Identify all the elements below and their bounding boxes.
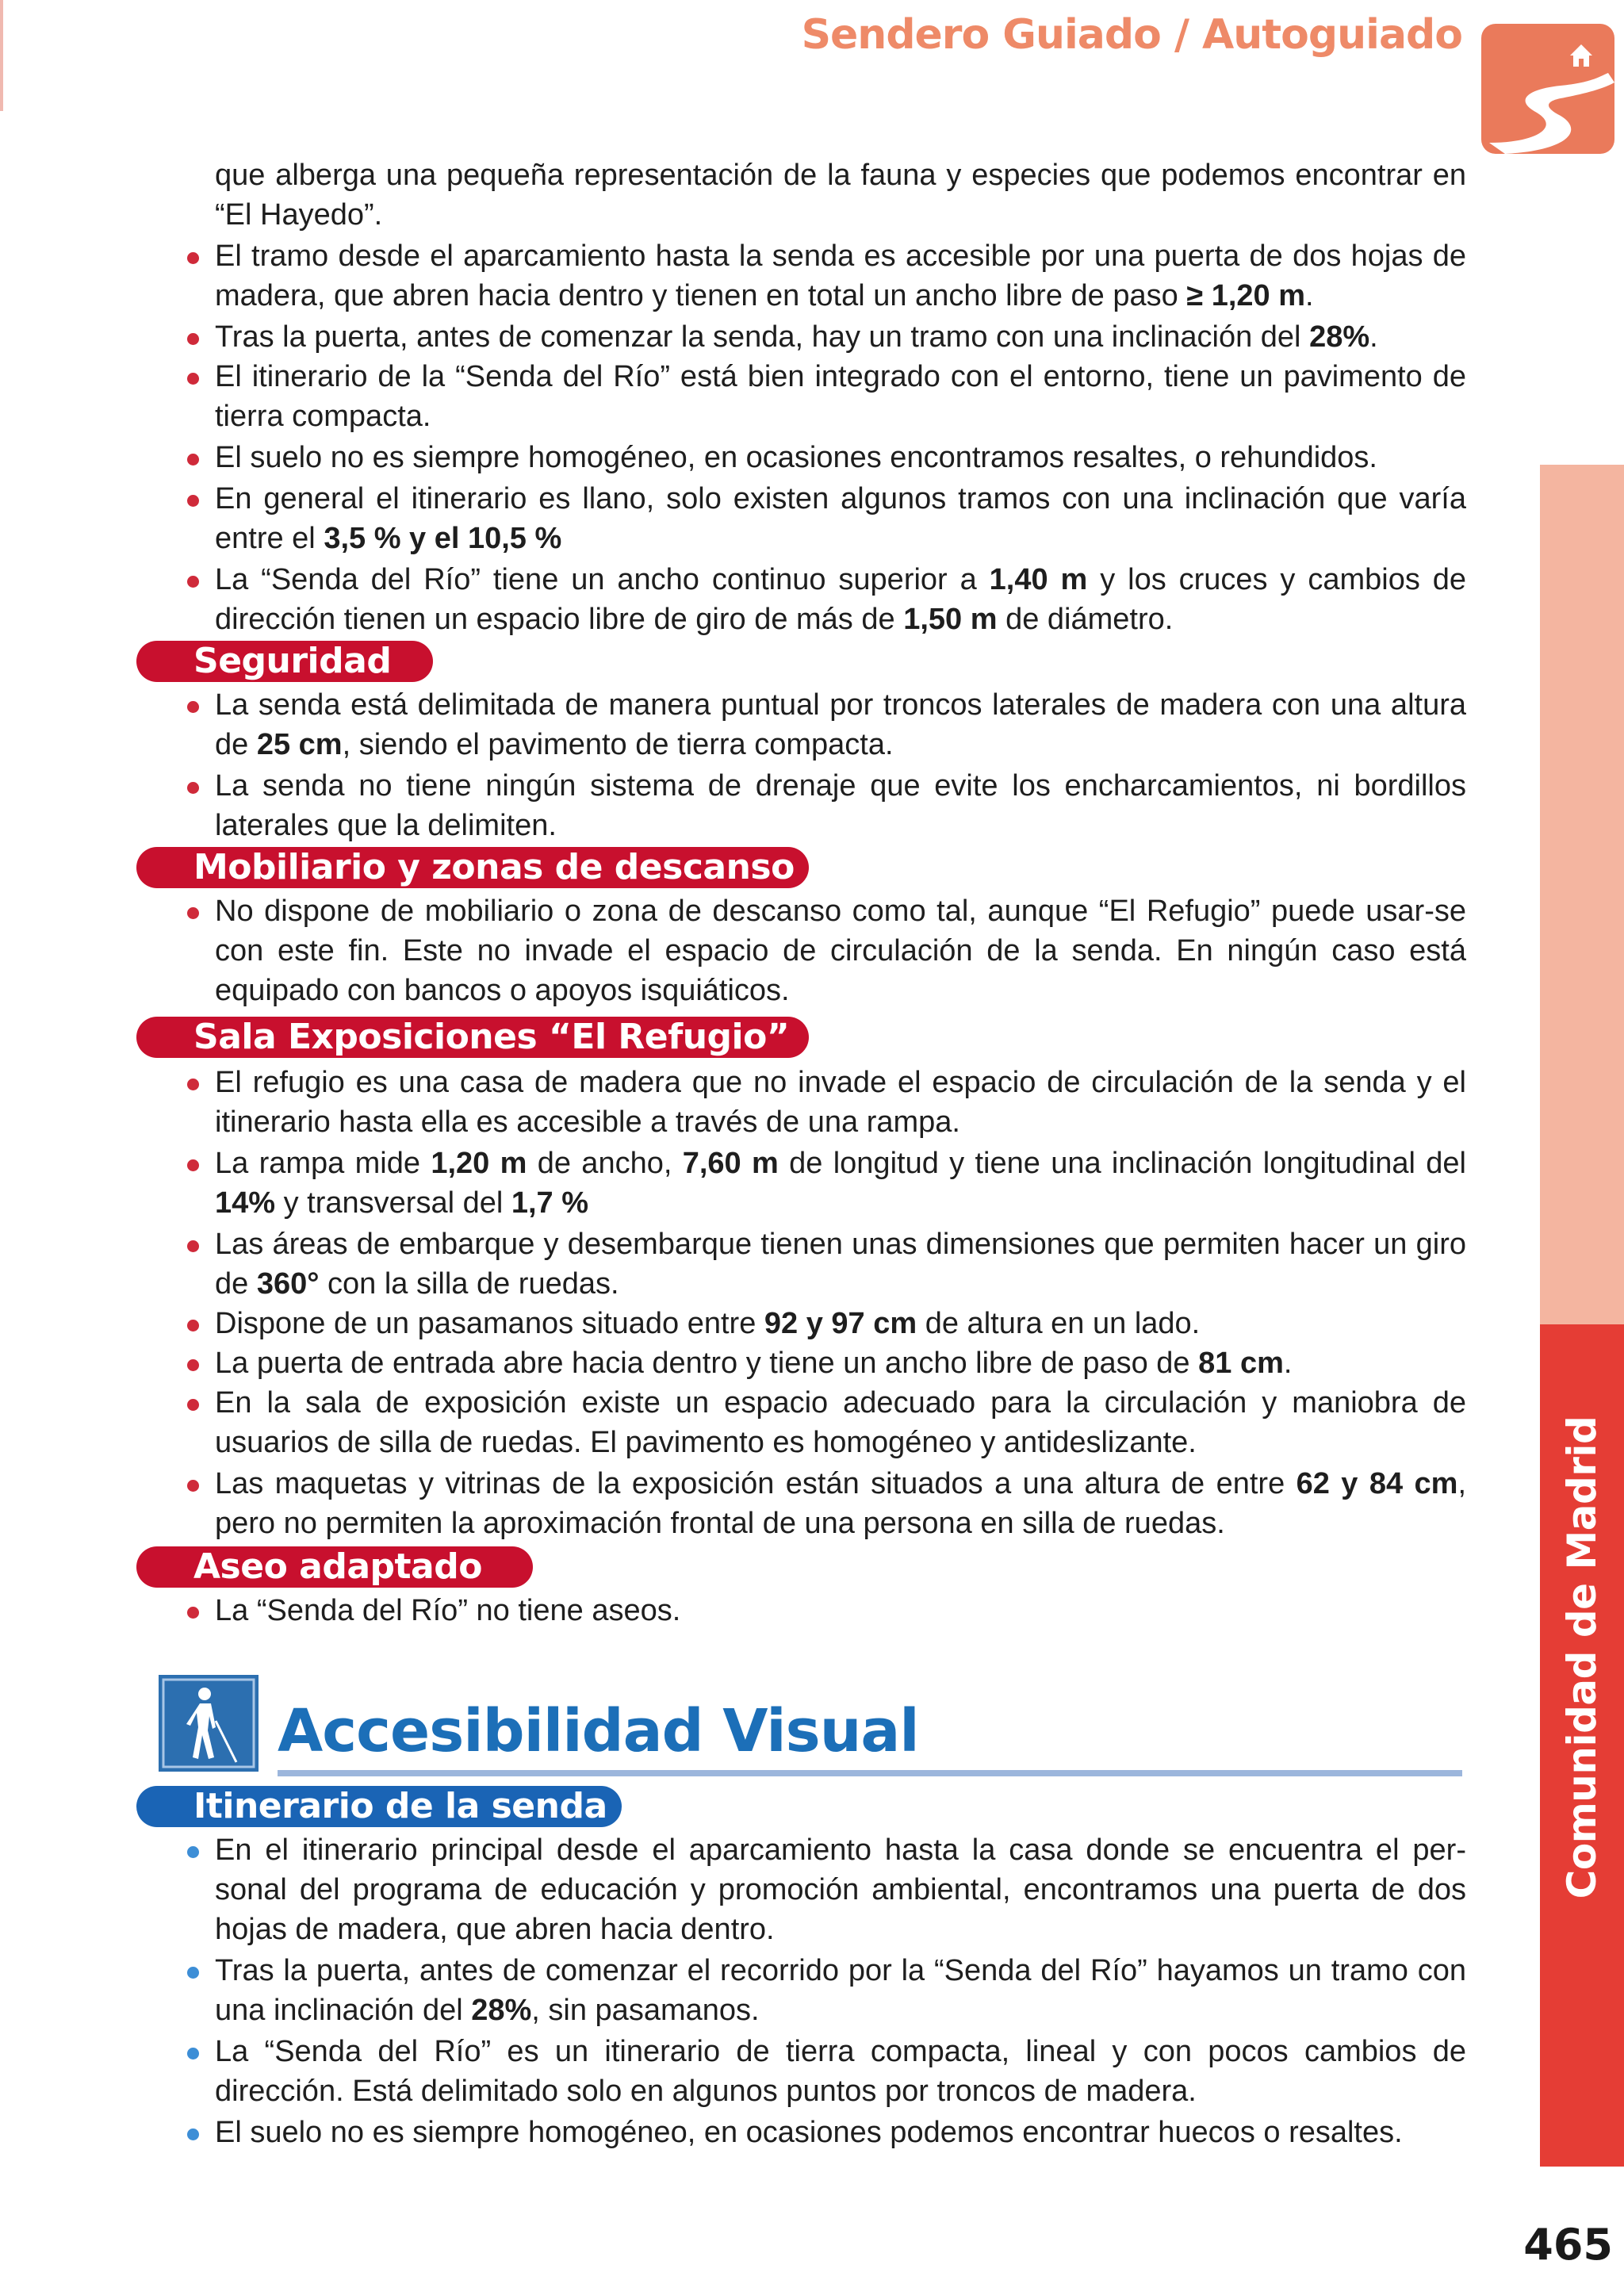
section-itinerario-visual: Itinerario de la senda — [136, 1786, 622, 1827]
list-item-text: La rampa mide 1,20 m de ancho, 7,60 m de longitud y tiene una inclinación longitudinal del 14% y transversal del 1,7 % — [215, 1147, 1466, 1220]
list-item — [187, 1144, 1466, 1223]
bullet-icon — [187, 495, 199, 507]
list-item — [187, 1830, 1466, 1949]
list-item-text: La “Senda del Río” es un itinerario de tierra compacta, lineal y con pocos cambios de dirección. Está delimitado solo en algunos puntos por troncos de madera. — [215, 2035, 1466, 2108]
bullet-icon — [187, 1159, 199, 1171]
list-item-text: El tramo desde el aparcamiento hasta la senda es accesible por una puerta de dos hojas de madera, que abren hacia dentro y tienen en total un ancho libre de paso ≥ 1,20 m. — [215, 239, 1466, 312]
section-mobiliario: Mobiliario y zonas de descanso — [136, 847, 809, 888]
bullet-icon — [187, 454, 199, 466]
list-item — [187, 891, 1466, 1010]
emphasis: 3,5 % y el 10,5 % — [324, 522, 562, 555]
list-item — [187, 685, 1466, 764]
bullet-icon — [187, 2048, 199, 2060]
list-item-text: El suelo no es siempre homogéneo, en ocasiones podemos encontrar huecos o resaltes. — [215, 2116, 1403, 2149]
emphasis: 1,40 m — [989, 563, 1088, 596]
list-item-text: No dispone de mobiliario o zona de descanso como tal, aunque “El Refugio” puede usar-se con este fin. Este no invade el espacio de circulación de la senda. En ningún caso está equipado con bancos o apoyos isquiáticos. — [215, 895, 1466, 1007]
sidebar-band-light — [1540, 465, 1624, 1324]
list-item — [187, 1224, 1466, 1304]
list-item — [187, 1063, 1466, 1142]
list-item — [187, 560, 1466, 639]
list-item — [187, 236, 1466, 316]
bullet-icon — [187, 252, 199, 264]
bullet-icon — [187, 1846, 199, 1858]
list-item-text: La “Senda del Río” no tiene aseos. — [215, 1594, 681, 1627]
list-item-text: Tras la puerta, antes de comenzar la senda, hay un tramo con una inclinación del 28%. — [215, 320, 1378, 354]
emphasis: 14% — [215, 1186, 276, 1220]
list-item-text: Dispone de un pasamanos situado entre 92 y 97 cm de altura en un lado. — [215, 1307, 1201, 1340]
emphasis: 1,7 % — [511, 1186, 589, 1220]
list-item — [187, 317, 1466, 357]
bullet-icon — [187, 1240, 199, 1252]
bullet-icon — [187, 2128, 199, 2140]
emphasis: 1,20 m — [431, 1147, 527, 1180]
emphasis: 25 cm — [256, 728, 343, 761]
section-seguridad: Seguridad — [136, 641, 433, 682]
list-item-text: La senda no tiene ningún sistema de drenaje que evite los encharcamientos, ni bordillos laterales que la delimiten. — [215, 769, 1466, 842]
list-item-text: La “Senda del Río” tiene un ancho continuo superior a 1,40 m y los cruces y cambios de dirección tienen un espacio libre de giro de más de 1,50 m de diámetro. — [215, 563, 1467, 636]
list-item — [187, 479, 1466, 558]
list-item-text: En la sala de exposición existe un espacio adecuado para la circulación y maniobra de usuarios de silla de ruedas. El pavimento es homogéneo y antideslizante. — [215, 1386, 1466, 1459]
page-number: 465 — [1523, 2220, 1613, 2270]
bullet-icon — [187, 701, 199, 713]
list-item — [187, 1343, 1466, 1383]
list-item-text: El itinerario de la “Senda del Río” está bien integrado con el entorno, tiene un pavimento de tierra compacta. — [215, 360, 1466, 433]
list-item — [187, 2032, 1466, 2111]
top-left-rule — [0, 0, 3, 111]
list-item-text: Tras la puerta, antes de comenzar el recorrido por la “Senda del Río” hayamos un tramo con una inclinación del 28%, sin pasamanos. — [215, 1954, 1466, 2027]
bullet-icon — [187, 907, 199, 919]
list-item-text: La puerta de entrada abre hacia dentro y tiene un ancho libre de paso de 81 cm. — [215, 1347, 1293, 1380]
emphasis: ≥ 1,20 m — [1186, 279, 1306, 312]
bullet-icon — [187, 782, 199, 794]
visual-accessibility-title: Accesibilidad Visual — [278, 1697, 919, 1765]
bullet-icon — [187, 1607, 199, 1619]
bullet-icon — [187, 373, 199, 385]
list-item — [187, 1464, 1466, 1543]
list-item-text: La senda está delimitada de manera puntual por troncos laterales de madera con una altura de 25 cm, siendo el pavimento de tierra compacta. — [215, 688, 1466, 761]
list-item — [187, 766, 1466, 845]
list-item-text: Las maquetas y vitrinas de la exposición están situados a una altura de entre 62 y 84 cm, pero no permiten la aproximación frontal de una persona en silla de ruedas. — [215, 1467, 1467, 1540]
list-item-text: Las áreas de embarque y desembarque tienen unas dimensiones que permiten hacer un giro de 360° con la silla de ruedas. — [215, 1228, 1466, 1301]
emphasis: 28% — [1309, 320, 1370, 354]
list-item-text: El suelo no es siempre homogéneo, en ocasiones encontramos resaltes, o rehundidos. — [215, 441, 1377, 474]
list-item — [187, 357, 1466, 436]
emphasis: 28% — [471, 1994, 532, 2027]
bullet-icon — [187, 576, 199, 588]
blind-person-icon — [159, 1675, 259, 1772]
sidebar-region-label: Comunidad de Madrid — [1559, 1416, 1605, 1899]
page-header-title: Sendero Guiado / Autoguiado — [801, 11, 1462, 59]
emphasis: 81 cm — [1198, 1347, 1284, 1380]
winding-path-icon — [1489, 73, 1614, 154]
section-sala-exposiciones: Sala Exposiciones “El Refugio” — [136, 1017, 809, 1058]
bullet-icon — [187, 1320, 199, 1331]
header-badge[interactable] — [1481, 24, 1614, 154]
list-item — [187, 2113, 1466, 2152]
list-item — [187, 1304, 1466, 1343]
emphasis: 360° — [256, 1267, 320, 1301]
bullet-icon — [187, 1079, 199, 1090]
bullet-icon — [187, 1967, 199, 1979]
list-item — [187, 1951, 1466, 2030]
list-item-text: En el itinerario principal desde el aparcamiento hasta la casa donde se encuentra el per-sonal del programa de educación y promoción ambiental, encontramos una puerta de dos hojas de madera, que abren hacia dentro. — [215, 1833, 1466, 1946]
list-item — [187, 438, 1466, 477]
bullet-icon — [187, 1480, 199, 1492]
emphasis: 62 y 84 cm — [1296, 1467, 1458, 1500]
list-item — [187, 1383, 1466, 1462]
visual-title-rule — [278, 1770, 1462, 1776]
emphasis: 1,50 m — [903, 603, 998, 636]
bullet-icon — [187, 1399, 199, 1411]
list-item — [187, 1591, 1466, 1630]
home-icon[interactable] — [1570, 44, 1592, 67]
emphasis: 92 y 97 cm — [764, 1307, 917, 1340]
list-item-text: El refugio es una casa de madera que no invade el espacio de circulación de la senda y el itinerario hasta ella es accesible a través de una rampa. — [215, 1066, 1466, 1139]
bullet-icon — [187, 1359, 199, 1371]
emphasis: 7,60 m — [682, 1147, 779, 1180]
intro-paragraph: que alberga una pequeña representación de la fauna y especies que podemos encontrar en “El Hayedo”. — [215, 159, 1466, 232]
section-aseo: Aseo adaptado — [136, 1546, 533, 1588]
bullet-icon — [187, 333, 199, 345]
list-item-text: En general el itinerario es llano, solo existen algunos tramos con una inclinación que varía entre el 3,5 % y el 10,5 % — [215, 482, 1466, 555]
